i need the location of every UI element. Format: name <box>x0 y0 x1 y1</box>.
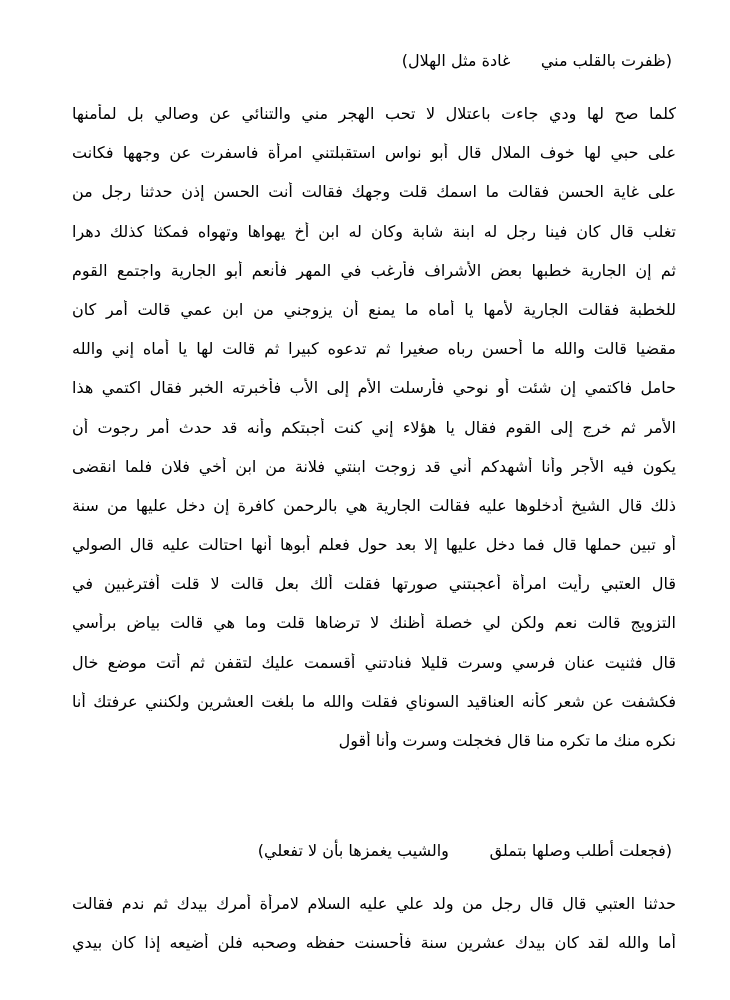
paragraph-line: حدثنا العتبي قال قال رجل من ولد علي عليه السلام لامرأة أمرك بيدك ثم ندم فقالت <box>72 894 676 913</box>
prose-paragraph <box>72 104 676 770</box>
paragraph-line: ذلك قال الشيخ أدخلوها عليه فقالت الجارية هي بالرحمن كافرة إن دخل عليها من سنة <box>72 495 676 515</box>
paragraph-line: مقضيا قالت والله ما أحسن رباه صغيرا ثم تدعوه كبيرا ثم قالت لها يا أماه إني والله <box>72 339 676 359</box>
paragraph-line: تغلب قال كان فينا رجل له ابنة شابة وكان له ابن أخ يهواها وتهواه فمكثا كذلك دهرا <box>72 221 676 241</box>
paragraph-line: كلما صح لها ودي جاءت باعتلال لا تحب الهجر مني والتنائي عن وصالي بل لمأمنها <box>72 104 676 123</box>
paragraph-line: أما والله لقد كان بيدك عشرين سنة فأحسنت حفظه وصحبه فلن أضيعه إذا كان بيدي <box>72 933 676 953</box>
paragraph-line: حامل فاكتمي إن شئت أو نوحي فأرسلت الأم إلى الأب فأخبرته الخبر فقال اكتمي هذا <box>72 378 676 398</box>
paragraph-line: على حبي لها خوف الملال قال أبو نواس استقبلتني امرأة فاسفرت عن وجهها فكانت <box>72 143 676 163</box>
paragraph-line: قال العتبي رأيت امرأة أعجبتني صورتها فقلت ألك بعل قالت لا قلت أفترغبين في <box>72 574 676 594</box>
paragraph-line: فكشفت عن شعر كأنه العناقيد السوناي فقلت والله ما بلغت العشرين ولكنني عرفتك أنا <box>72 691 676 711</box>
verse-line <box>258 841 672 861</box>
verse-line <box>402 51 672 71</box>
paragraph-line: الأمر ثم خرج إلى القوم فقال يا هؤلاء إني كنت أجبتكم وأنه قد حدث أمر رجوت أن <box>72 417 676 437</box>
verse-hemistich-second: غادة مثل الهلال) <box>401 51 511 70</box>
verse-hemistich-first: (ظفرت بالقلب مني <box>540 51 672 70</box>
paragraph-line: التزويج قالت نعم ولكن لي خصلة أظنك لا ترضاها قلت وما هي قالت بياض برأسي <box>72 613 676 633</box>
verse-hemistich-second: والشيب يغمزها بأن لا تفعلي) <box>257 841 449 860</box>
paragraph-line: نكره منك ما تكره منا قال فخجلت وسرت وأنا أقول <box>338 731 676 750</box>
prose-paragraph <box>72 894 676 972</box>
paragraph-line: للخطبة فقالت الجارية لأمها يا أماه ما يمنع أن يزوجني من ابن عمي قالت أمر كان <box>72 299 676 319</box>
paragraph-line: أو تبين حملها قال فما دخل عليها إلا بعد حول فعلم أبوها أنها احتالت عليه قال الصولي <box>72 535 676 555</box>
verse-hemistich-first: (فجعلت أطلب وصلها بتملق <box>489 841 672 860</box>
paragraph-line: قال فثنيت عنان فرسي وسرت قليلا فنادتني أقسمت عليك لتقفن ثم أتت موضع خال <box>72 652 676 672</box>
paragraph-line: على غاية الحسن فقالت ما اسمك قلت وجهك فقالت أنت الحسن إذن حدثنا رجل من <box>72 182 676 202</box>
paragraph-line: يكون فيه الأجر وأنا أشهدكم أني قد زوجت ابنتي فلانة من ابن أخي فلان فلما انقضى <box>72 456 676 476</box>
paragraph-line: ثم إن الجارية خطبها بعض الأشراف فأرغب في المهر فأنعم أبو الجارية واجتمع القوم <box>72 260 676 280</box>
